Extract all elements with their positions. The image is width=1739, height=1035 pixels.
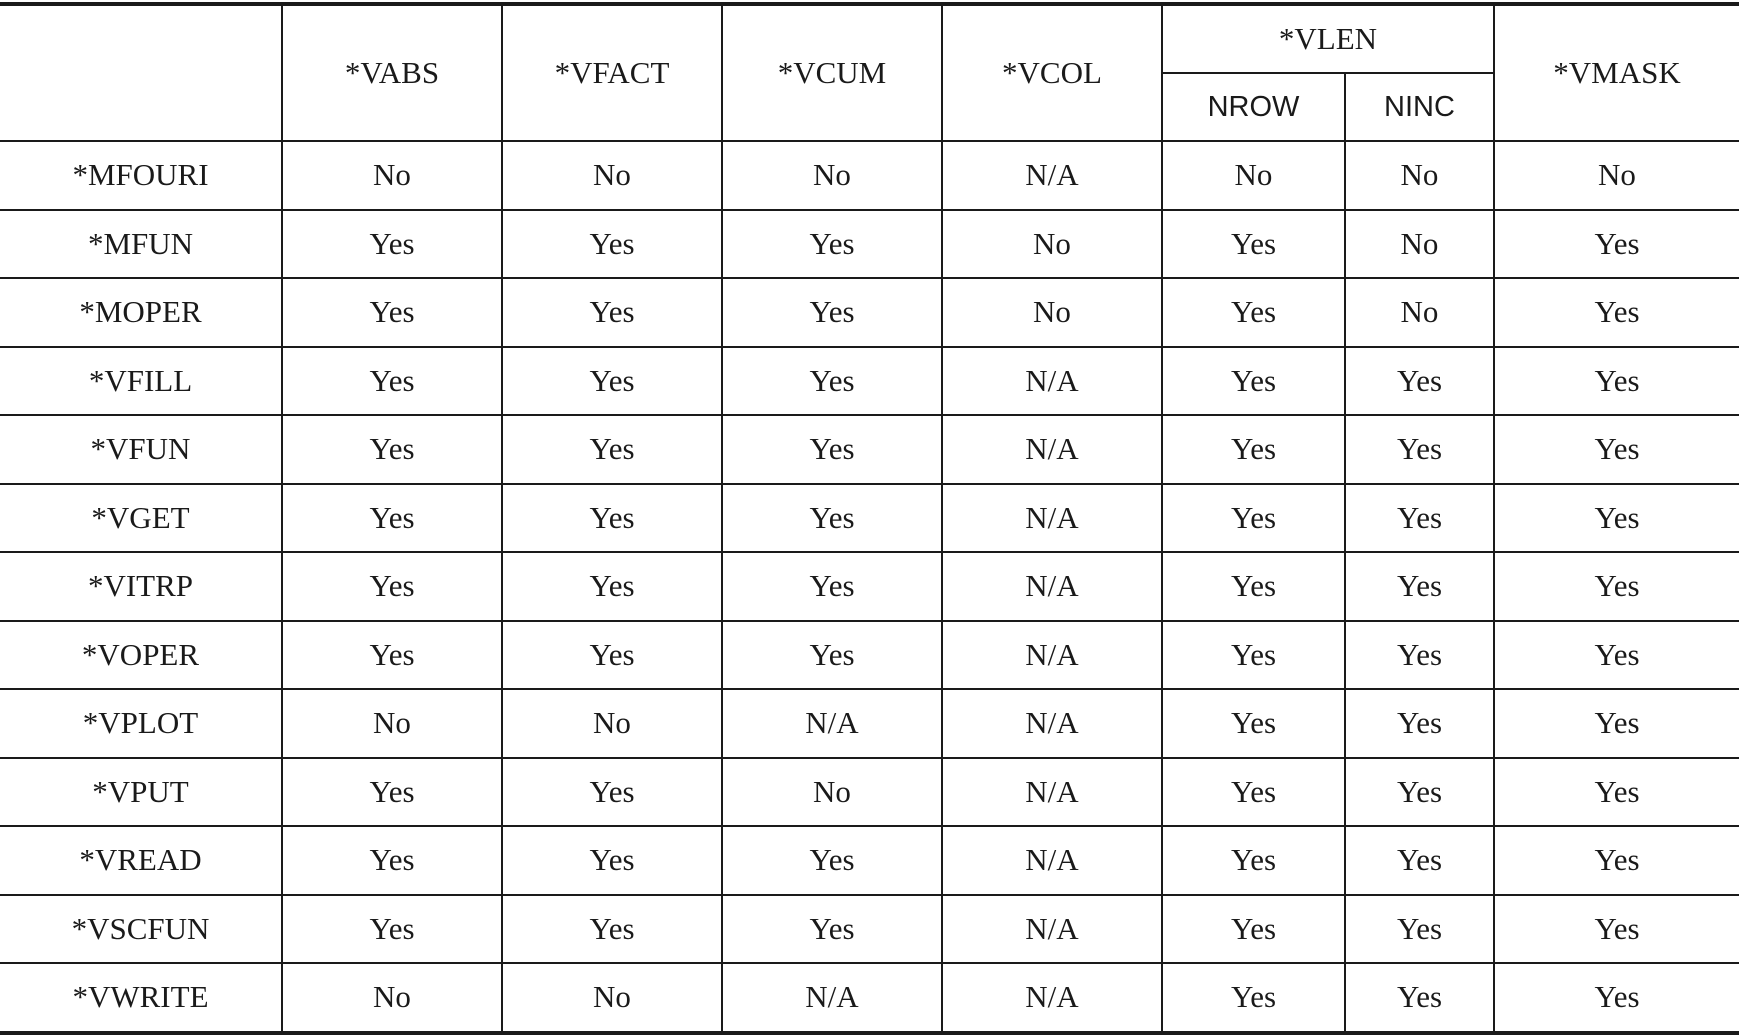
cell-vlen-ninc: Yes: [1345, 347, 1494, 416]
cell-vlen-nrow: Yes: [1162, 758, 1345, 827]
cell-vfact: Yes: [502, 826, 722, 895]
cell-vabs: Yes: [282, 552, 502, 621]
cell-vlen-nrow: Yes: [1162, 689, 1345, 758]
row-command-label: *VGET: [0, 484, 282, 553]
cell-vcum: Yes: [722, 826, 942, 895]
cell-vfact: Yes: [502, 415, 722, 484]
cell-vabs: No: [282, 689, 502, 758]
cell-vabs: Yes: [282, 278, 502, 347]
header-vlen-ninc: NINC: [1345, 73, 1494, 141]
cell-vcum: No: [722, 758, 942, 827]
cell-vmask: Yes: [1494, 278, 1739, 347]
table-row: [0, 895, 1739, 964]
cell-vcum: Yes: [722, 347, 942, 416]
cell-vabs: Yes: [282, 415, 502, 484]
table-row: [0, 415, 1739, 484]
cell-vlen-ninc: Yes: [1345, 415, 1494, 484]
cell-vabs: No: [282, 963, 502, 1033]
cell-vcol: N/A: [942, 963, 1162, 1033]
cell-vmask: Yes: [1494, 552, 1739, 621]
cell-vabs: Yes: [282, 621, 502, 690]
cell-vlen-ninc: No: [1345, 210, 1494, 279]
row-command-label: *VFUN: [0, 415, 282, 484]
cell-vlen-nrow: Yes: [1162, 278, 1345, 347]
cell-vcol: N/A: [942, 484, 1162, 553]
cell-vlen-nrow: Yes: [1162, 621, 1345, 690]
cell-vabs: Yes: [282, 484, 502, 553]
cell-vfact: Yes: [502, 278, 722, 347]
cell-vabs: Yes: [282, 895, 502, 964]
cell-vlen-nrow: Yes: [1162, 415, 1345, 484]
row-command-label: *MFUN: [0, 210, 282, 279]
header-vcol: *VCOL: [942, 4, 1162, 141]
cell-vabs: No: [282, 141, 502, 210]
cell-vcum: Yes: [722, 895, 942, 964]
header-vfact: *VFACT: [502, 4, 722, 141]
table-row: [0, 484, 1739, 553]
compatibility-table: [0, 2, 1739, 1035]
row-command-label: *VOPER: [0, 621, 282, 690]
cell-vmask: Yes: [1494, 621, 1739, 690]
header-vlen-nrow: NROW: [1162, 73, 1345, 141]
table-header: [0, 4, 1739, 141]
cell-vlen-ninc: Yes: [1345, 963, 1494, 1033]
cell-vfact: Yes: [502, 895, 722, 964]
cell-vlen-ninc: Yes: [1345, 689, 1494, 758]
cell-vmask: Yes: [1494, 895, 1739, 964]
cell-vfact: Yes: [502, 484, 722, 553]
cell-vlen-ninc: Yes: [1345, 621, 1494, 690]
row-command-label: *VFILL: [0, 347, 282, 416]
table-row: [0, 278, 1739, 347]
cell-vcol: N/A: [942, 758, 1162, 827]
cell-vcum: Yes: [722, 415, 942, 484]
cell-vfact: Yes: [502, 347, 722, 416]
cell-vcol: N/A: [942, 621, 1162, 690]
cell-vabs: Yes: [282, 826, 502, 895]
compatibility-table-wrapper: [0, 2, 1739, 1035]
cell-vcol: N/A: [942, 141, 1162, 210]
cell-vabs: Yes: [282, 347, 502, 416]
table-row: [0, 689, 1739, 758]
cell-vfact: Yes: [502, 552, 722, 621]
cell-vlen-ninc: No: [1345, 141, 1494, 210]
cell-vlen-nrow: No: [1162, 141, 1345, 210]
cell-vlen-nrow: Yes: [1162, 347, 1345, 416]
cell-vmask: Yes: [1494, 689, 1739, 758]
header-vcum: *VCUM: [722, 4, 942, 141]
table-row: [0, 621, 1739, 690]
cell-vmask: Yes: [1494, 415, 1739, 484]
header-vabs: *VABS: [282, 4, 502, 141]
cell-vmask: Yes: [1494, 758, 1739, 827]
cell-vfact: No: [502, 141, 722, 210]
cell-vcum: N/A: [722, 963, 942, 1033]
cell-vcol: N/A: [942, 552, 1162, 621]
cell-vcol: N/A: [942, 895, 1162, 964]
cell-vcum: Yes: [722, 210, 942, 279]
cell-vcol: N/A: [942, 347, 1162, 416]
cell-vfact: No: [502, 963, 722, 1033]
cell-vmask: Yes: [1494, 210, 1739, 279]
row-command-label: *VSCFUN: [0, 895, 282, 964]
row-command-label: *VITRP: [0, 552, 282, 621]
cell-vcol: N/A: [942, 415, 1162, 484]
row-command-label: *MFOURI: [0, 141, 282, 210]
cell-vcol: No: [942, 278, 1162, 347]
table-row: [0, 963, 1739, 1033]
cell-vmask: Yes: [1494, 347, 1739, 416]
row-command-label: *VPUT: [0, 758, 282, 827]
cell-vfact: No: [502, 689, 722, 758]
cell-vlen-ninc: Yes: [1345, 484, 1494, 553]
table-row: [0, 826, 1739, 895]
cell-vlen-nrow: Yes: [1162, 210, 1345, 279]
cell-vcum: No: [722, 141, 942, 210]
header-vmask: *VMASK: [1494, 4, 1739, 141]
row-command-label: *VREAD: [0, 826, 282, 895]
cell-vfact: Yes: [502, 210, 722, 279]
cell-vlen-ninc: Yes: [1345, 826, 1494, 895]
cell-vmask: Yes: [1494, 826, 1739, 895]
cell-vlen-ninc: No: [1345, 278, 1494, 347]
cell-vcum: N/A: [722, 689, 942, 758]
cell-vmask: Yes: [1494, 484, 1739, 553]
cell-vcum: Yes: [722, 621, 942, 690]
header-vlen: *VLEN: [1162, 4, 1494, 73]
corner-header-cell: [0, 4, 282, 141]
row-command-label: *VPLOT: [0, 689, 282, 758]
row-command-label: *MOPER: [0, 278, 282, 347]
cell-vlen-ninc: Yes: [1345, 552, 1494, 621]
row-command-label: *VWRITE: [0, 963, 282, 1033]
cell-vcum: Yes: [722, 484, 942, 553]
cell-vcum: Yes: [722, 552, 942, 621]
cell-vcum: Yes: [722, 278, 942, 347]
header-row-top: [0, 4, 1739, 73]
cell-vcol: N/A: [942, 689, 1162, 758]
table-row: [0, 347, 1739, 416]
cell-vlen-nrow: Yes: [1162, 963, 1345, 1033]
cell-vlen-nrow: Yes: [1162, 826, 1345, 895]
cell-vlen-ninc: Yes: [1345, 895, 1494, 964]
table-row: [0, 552, 1739, 621]
cell-vmask: Yes: [1494, 963, 1739, 1033]
table-row: [0, 210, 1739, 279]
cell-vlen-ninc: Yes: [1345, 758, 1494, 827]
table-body: [0, 141, 1739, 1033]
cell-vcol: No: [942, 210, 1162, 279]
cell-vlen-nrow: Yes: [1162, 484, 1345, 553]
cell-vfact: Yes: [502, 621, 722, 690]
cell-vfact: Yes: [502, 758, 722, 827]
cell-vmask: No: [1494, 141, 1739, 210]
cell-vlen-nrow: Yes: [1162, 552, 1345, 621]
cell-vcol: N/A: [942, 826, 1162, 895]
cell-vabs: Yes: [282, 210, 502, 279]
table-row: [0, 141, 1739, 210]
table-row: [0, 758, 1739, 827]
cell-vlen-nrow: Yes: [1162, 895, 1345, 964]
cell-vabs: Yes: [282, 758, 502, 827]
